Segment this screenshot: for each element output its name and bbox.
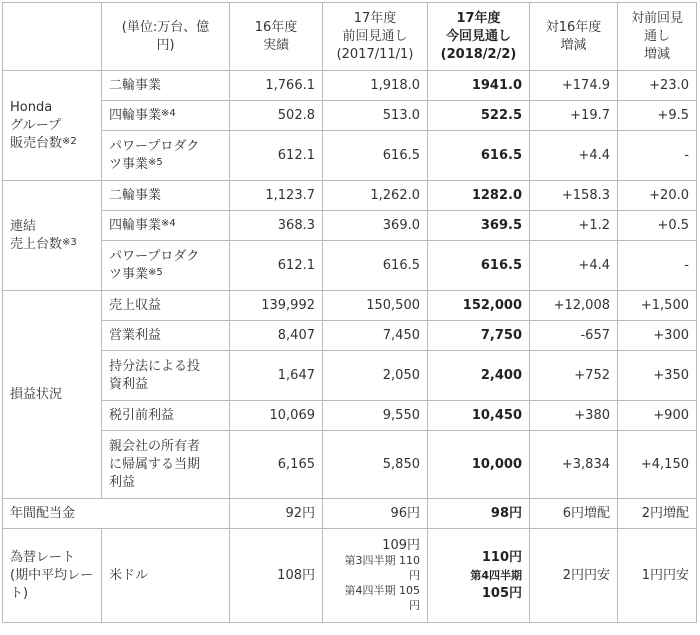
- fy16-value: 6,165: [230, 431, 323, 499]
- header-vs-prev: [618, 3, 697, 71]
- category-label: グループ: [10, 117, 61, 133]
- vs-fy16-value: -657: [530, 321, 618, 351]
- item-label: [102, 431, 230, 499]
- prev-forecast-value: 2,050: [323, 351, 428, 401]
- item-label: 二輪事業: [102, 71, 230, 101]
- vs-fy16-value: +380: [530, 401, 618, 431]
- header-vs16-line1: 対16年度: [545, 19, 602, 35]
- table-row: [3, 181, 697, 211]
- table-row: [3, 321, 697, 351]
- vs-prev-value: +20.0: [618, 181, 697, 211]
- curr-forecast-value: 1282.0: [428, 181, 530, 211]
- vs-prev-value: +1,500: [618, 291, 697, 321]
- table-row: [3, 401, 697, 431]
- item-text: 四輪事業: [109, 107, 162, 123]
- header-prev-forecast: [323, 3, 428, 71]
- vs-fy16-value: 2円円安: [530, 529, 618, 623]
- prev-forecast-value: 616.5: [323, 241, 428, 291]
- table-row: [3, 291, 697, 321]
- curr-forecast-value: 2,400: [428, 351, 530, 401]
- category-label: 売上台数: [10, 236, 63, 252]
- footnote-marker: ※4: [161, 107, 176, 119]
- prev-forecast-value: 369.0: [323, 211, 428, 241]
- header-unit: [102, 3, 230, 71]
- curr-forecast-value: 1941.0: [428, 71, 530, 101]
- item-text: 資利益: [109, 376, 149, 392]
- category-label: (期中平均レー: [10, 567, 94, 583]
- footnote-marker: ※5: [148, 266, 163, 278]
- item-label: 営業利益: [102, 321, 230, 351]
- header-curr-line2: 今回見通し: [445, 28, 511, 44]
- fx-curr-line: 110円: [481, 549, 522, 565]
- curr-forecast-value: 522.5: [428, 101, 530, 131]
- table-row: [3, 351, 697, 401]
- vs-prev-value: +9.5: [618, 101, 697, 131]
- vs-fy16-value: +174.9: [530, 71, 618, 101]
- header-blank-cell: [3, 3, 102, 71]
- prev-forecast-value: 150,500: [323, 291, 428, 321]
- fx-row: [3, 529, 697, 623]
- vs-prev-value: -: [618, 241, 697, 291]
- fy16-value: 92円: [230, 499, 323, 529]
- fy16-value: 1,123.7: [230, 181, 323, 211]
- item-text: パワープロダク: [109, 248, 200, 264]
- item-text: ツ事業: [109, 266, 149, 282]
- fy16-value: 8,407: [230, 321, 323, 351]
- item-label: [102, 101, 230, 131]
- header-fy16-line1: 16年度: [254, 19, 298, 35]
- header-vs16-line2: 増減: [560, 37, 587, 53]
- header-curr-line3: (2018/2/2): [440, 46, 517, 62]
- item-text: に帰属する当期: [109, 456, 201, 472]
- vs-fy16-value: +752: [530, 351, 618, 401]
- header-unit-line1: (単位:万台、億: [121, 19, 210, 35]
- fx-curr-line: 第4四半期: [470, 568, 522, 582]
- dividend-row: [3, 499, 697, 529]
- curr-forecast-value: 152,000: [428, 291, 530, 321]
- footnote-marker: ※5: [148, 156, 163, 168]
- category-label: ト): [10, 585, 29, 601]
- header-prev-line1: 17年度: [353, 10, 397, 26]
- item-text: 親会社の所有者: [109, 438, 201, 454]
- fx-prev-line: 第3四半期 110: [344, 554, 420, 567]
- fx-prev-line: 円: [409, 569, 420, 582]
- item-label: 税引前利益: [102, 401, 230, 431]
- fx-category: [3, 529, 102, 623]
- vs-fy16-value: +19.7: [530, 101, 618, 131]
- table-row: [3, 241, 697, 291]
- vs-fy16-value: +12,008: [530, 291, 618, 321]
- item-label: [102, 351, 230, 401]
- item-text: パワープロダク: [109, 138, 200, 154]
- vs-prev-value: +900: [618, 401, 697, 431]
- prev-forecast-value: 7,450: [323, 321, 428, 351]
- fx-prev-line: 円: [409, 599, 420, 612]
- item-label: 二輪事業: [102, 181, 230, 211]
- item-text: 持分法による投: [109, 358, 201, 374]
- dividend-label: 年間配当金: [3, 499, 230, 529]
- header-prev-line2: 前回見通し: [342, 28, 408, 44]
- table-row: [3, 71, 697, 101]
- vs-prev-value: +0.5: [618, 211, 697, 241]
- header-curr-forecast: [428, 3, 530, 71]
- vs-prev-value: 2円増配: [618, 499, 697, 529]
- category-label: 販売台数: [10, 135, 63, 151]
- table-row: [3, 431, 697, 499]
- prev-forecast-value: 96円: [323, 499, 428, 529]
- header-vsprev-line2: 増減: [643, 46, 670, 62]
- prev-forecast-value: 616.5: [323, 131, 428, 181]
- header-fy16: [230, 3, 323, 71]
- prev-forecast-value: 513.0: [323, 101, 428, 131]
- vs-prev-value: +23.0: [618, 71, 697, 101]
- prev-forecast-value: 9,550: [323, 401, 428, 431]
- honda-group-category: [3, 71, 102, 181]
- curr-forecast-value: 616.5: [428, 241, 530, 291]
- prev-forecast-value: 1,262.0: [323, 181, 428, 211]
- fy16-value: 139,992: [230, 291, 323, 321]
- vs-fy16-value: +1.2: [530, 211, 618, 241]
- vs-prev-value: +4,150: [618, 431, 697, 499]
- item-label: [102, 211, 230, 241]
- fy16-value: 1,647: [230, 351, 323, 401]
- earnings-forecast-table: [2, 2, 697, 623]
- fx-curr-line: 105円: [481, 585, 522, 601]
- category-label: 連結: [10, 218, 37, 234]
- curr-forecast-value: 98円: [428, 499, 530, 529]
- vs-fy16-value: +4.4: [530, 131, 618, 181]
- fx-prev-line: 109円: [382, 538, 420, 553]
- fy16-value: 612.1: [230, 241, 323, 291]
- vs-prev-value: 1円円安: [618, 529, 697, 623]
- vs-fy16-value: +3,834: [530, 431, 618, 499]
- header-vs-fy16: [530, 3, 618, 71]
- category-label: 為替レート: [10, 549, 76, 565]
- table-row: [3, 131, 697, 181]
- header-vsprev-line1: 対前回見通し: [630, 10, 683, 44]
- footnote-marker: ※3: [62, 236, 77, 248]
- consolidated-category: [3, 181, 102, 291]
- item-label: [102, 131, 230, 181]
- vs-fy16-value: +158.3: [530, 181, 618, 211]
- item-label: 米ドル: [102, 529, 230, 623]
- prev-forecast-value: 1,918.0: [323, 71, 428, 101]
- fy16-value: 108円: [230, 529, 323, 623]
- curr-forecast-value: 616.5: [428, 131, 530, 181]
- footnote-marker: ※2: [62, 135, 77, 147]
- vs-prev-value: +300: [618, 321, 697, 351]
- curr-forecast-value: 7,750: [428, 321, 530, 351]
- header-unit-line2: 円): [156, 37, 175, 53]
- item-text: 四輪事業: [109, 217, 162, 233]
- item-label: [102, 241, 230, 291]
- fx-prev-line: 第4四半期 105: [344, 584, 420, 597]
- vs-fy16-value: +4.4: [530, 241, 618, 291]
- curr-forecast-value: 10,000: [428, 431, 530, 499]
- curr-forecast-value: 10,450: [428, 401, 530, 431]
- vs-prev-value: -: [618, 131, 697, 181]
- pl-category: 損益状況: [3, 291, 102, 499]
- vs-prev-value: +350: [618, 351, 697, 401]
- item-label: 売上収益: [102, 291, 230, 321]
- vs-fy16-value: 6円増配: [530, 499, 618, 529]
- header-fy16-line2: 実績: [262, 37, 289, 53]
- item-text: ツ事業: [109, 156, 149, 172]
- curr-forecast-value: [428, 529, 530, 623]
- category-label: Honda: [10, 99, 53, 115]
- fy16-value: 612.1: [230, 131, 323, 181]
- table-row: [3, 211, 697, 241]
- table-row: [3, 101, 697, 131]
- fy16-value: 10,069: [230, 401, 323, 431]
- header-row: [3, 3, 697, 71]
- header-curr-line1: 17年度: [456, 10, 501, 26]
- prev-forecast-value: [323, 529, 428, 623]
- item-text: 利益: [109, 474, 136, 490]
- fy16-value: 1,766.1: [230, 71, 323, 101]
- fy16-value: 502.8: [230, 101, 323, 131]
- fy16-value: 368.3: [230, 211, 323, 241]
- curr-forecast-value: 369.5: [428, 211, 530, 241]
- footnote-marker: ※4: [161, 217, 176, 229]
- header-prev-line3: (2017/11/1): [336, 46, 414, 62]
- prev-forecast-value: 5,850: [323, 431, 428, 499]
